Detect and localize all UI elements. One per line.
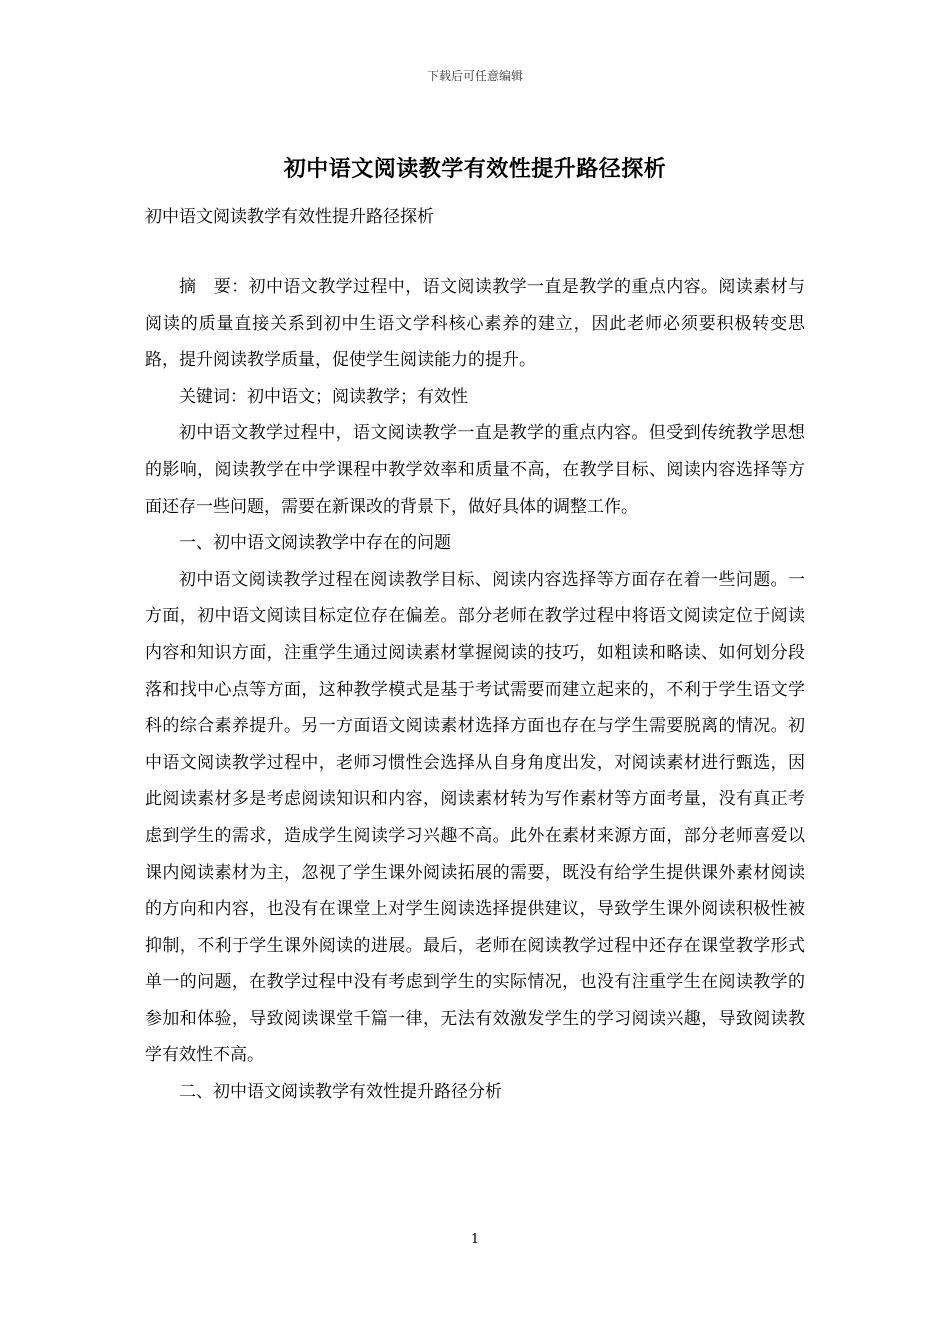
- document-subtitle: 初中语文阅读教学有效性提升路径探析: [145, 207, 434, 227]
- document-title: 初中语文阅读教学有效性提升路径探析: [283, 156, 667, 182]
- section-1-paragraph: 初中语文阅读教学过程在阅读教学目标、阅读内容选择等方面存在着一些问题。一方面，初中语文阅读目标定位存在偏差。部分老师在教学过程中将语文阅读定位于阅读内容和知识方面，注重学生通过阅读素材掌握阅读的技巧，如粗读和略读、如何划分段落和找中心点等方面，这种教学模式是基于考试需要而建立起来的，不利于学生语文学科的综合素养提升。另一方面语文阅读素材选择方面也存在与学生需要脱离的情况。初中语文阅读教学过程中，老师习惯性会选择从自身角度出发，对阅读素材进行甄选，因此阅读素材多是考虑阅读知识和内容，阅读素材转为写作素材等方面考量，没有真正考虑到学生的需求，造成学生阅读学习兴趣不高。此外在素材来源方面，部分老师喜爱以课内阅读素材为主，忽视了学生课外阅读拓展的需要，既没有给学生提供课外素材阅读的方向和内容，也没有在课堂上对学生阅读选择提供建议，导致学生课外阅读积极性被抑制，不利于学生课外阅读的进展。最后，老师在阅读教学过程中还存在课堂教学形式单一的问题，在教学过程中没有考虑到学生的实际情况，也没有注重学生在阅读教学的参加和体验，导致阅读课堂千篇一律，无法有效激发学生的学习阅读兴趣，导致阅读教学有效性不高。: [145, 569, 805, 1066]
- keywords-paragraph: 关键词：初中语文；阅读教学；有效性: [179, 386, 468, 407]
- section-heading-2: 二、初中语文阅读教学有效性提升路径分析: [179, 1082, 502, 1103]
- section-heading-1: 一、初中语文阅读教学中存在的问题: [179, 533, 451, 554]
- page-header-note: 下载后可任意编辑: [426, 69, 523, 83]
- page-number: 1: [470, 1232, 480, 1247]
- intro-paragraph: 初中语文教学过程中，语文阅读教学一直是教学的重点内容。但受到传统教学思想的影响，阅读教学在中学课程中教学效率和质量不高，在教学目标、阅读内容选择等方面还存一些问题，需要在新课改的背景下，做好具体的调整工作。: [145, 423, 805, 517]
- document-body: [145, 269, 805, 1111]
- abstract-paragraph: 摘 要：初中语文教学过程中，语文阅读教学一直是教学的重点内容。阅读素材与阅读的质量直接关系到初中生语文学科核心素养的建立，因此老师必须要积极转变思路，提升阅读教学质量，促使学生阅读能力的提升。: [145, 277, 805, 371]
